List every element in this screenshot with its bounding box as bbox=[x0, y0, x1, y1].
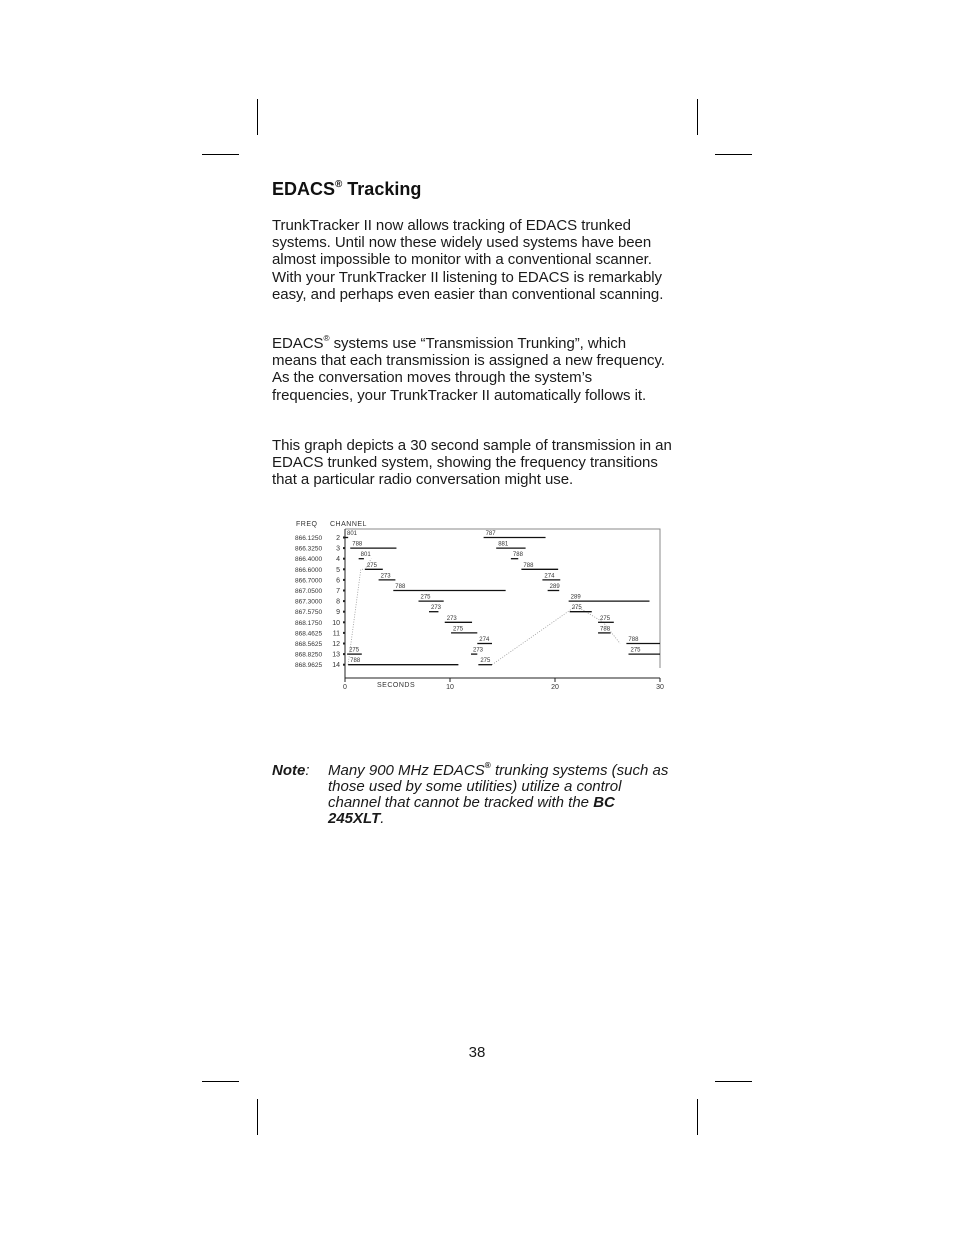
unit-id-label: 275 bbox=[420, 594, 431, 601]
channel-tick bbox=[343, 643, 345, 645]
crop-mark-bottom-right-vertical bbox=[697, 1099, 698, 1135]
unit-id-label: 788 bbox=[628, 637, 639, 643]
channel-tick bbox=[343, 621, 345, 623]
channel-tick-label: 12 bbox=[332, 641, 340, 648]
unit-id-label: 275 bbox=[571, 605, 582, 612]
section-heading bbox=[272, 176, 674, 202]
note-text: Many 900 MHz EDACS bbox=[328, 762, 485, 779]
unit-id-label: 788 bbox=[395, 584, 406, 590]
freq-tick-label: 867.5750 bbox=[295, 609, 323, 617]
x-tick-label: 30 bbox=[656, 684, 664, 691]
channel-tick bbox=[343, 558, 345, 560]
registered-mark: ® bbox=[484, 760, 491, 770]
unit-id-label: 881 bbox=[498, 541, 509, 548]
page-number: 38 bbox=[468, 1044, 486, 1061]
paragraph-graph-description: This graph depicts a 30 second sample of transmission in an EDACS trunked system, showing the frequency transitions that a particular radio conversation might use. bbox=[272, 437, 672, 489]
x-tick-label: 0 bbox=[343, 684, 347, 691]
unit-id-label: 273 bbox=[380, 573, 391, 580]
freq-tick-label: 866.4000 bbox=[295, 556, 323, 564]
crop-mark-bottom-right-horizontal bbox=[715, 1081, 752, 1082]
plot-frame bbox=[345, 529, 660, 668]
paragraph-intro: TrunkTracker II now allows tracking of EDACS trunked systems. Until now these widely used systems have been almost impossible to monitor with a conventional scanner. With your TrunkTracker II listening to EDACS is remarkably easy, and perhaps even easier than conventional scanning. bbox=[272, 217, 664, 303]
channel-tick bbox=[343, 611, 345, 613]
unit-id-label: 788 bbox=[512, 552, 523, 559]
channel-tick bbox=[343, 664, 345, 666]
channel-tick-label: 11 bbox=[332, 630, 340, 638]
channel-tick bbox=[343, 590, 345, 592]
note-text: trunking systems (such as those used by some utilities) utilize a control channel that cannot be tracked with the bbox=[328, 762, 669, 811]
unit-id-label: 273 bbox=[473, 647, 484, 654]
unit-id-label: 275 bbox=[453, 626, 464, 633]
freq-tick-label: 868.5625 bbox=[295, 641, 323, 648]
x-axis-label: SECONDS bbox=[377, 682, 416, 689]
paragraph-text: systems use “Transmission Trunking”, which means that each transmission is assigned a new frequency. As the conversation moves through the system’s frequencies, your TrunkTracker II automatically follows it. bbox=[272, 335, 665, 404]
frequency-transition-chart bbox=[290, 514, 670, 694]
crop-mark-top-left-vertical bbox=[257, 99, 258, 135]
freq-tick-label: 866.6000 bbox=[295, 566, 323, 574]
channel-tick bbox=[343, 653, 345, 655]
crop-mark-top-right-horizontal bbox=[715, 154, 752, 155]
channel-tick-label: 10 bbox=[332, 619, 340, 627]
unit-id-label: 788 bbox=[523, 562, 534, 569]
unit-id-label: 275 bbox=[480, 658, 491, 665]
channel-tick-label: 4 bbox=[336, 556, 340, 564]
channel-tick-label: 3 bbox=[336, 545, 340, 553]
unit-id-label: 788 bbox=[350, 658, 361, 665]
channel-tick-label: 5 bbox=[336, 566, 340, 574]
unit-id-label: 289 bbox=[570, 594, 581, 601]
channel-tick-label: 7 bbox=[336, 588, 340, 595]
crop-mark-bottom-left-vertical bbox=[257, 1099, 258, 1135]
crop-mark-top-right-vertical bbox=[697, 99, 698, 135]
channel-column-header: CHANNEL bbox=[330, 521, 367, 528]
note-period: . bbox=[380, 810, 385, 827]
channel-tick bbox=[343, 547, 345, 549]
product-name: BC 245XLT bbox=[328, 794, 615, 827]
unit-id-label: 801 bbox=[347, 531, 358, 537]
channel-tick bbox=[343, 568, 345, 570]
unit-id-label: 273 bbox=[446, 615, 457, 622]
freq-tick-label: 868.9625 bbox=[295, 662, 323, 670]
freq-column-header: FREQ bbox=[296, 521, 318, 528]
unit-id-label: 274 bbox=[479, 637, 490, 643]
freq-tick-label: 868.4625 bbox=[295, 630, 323, 638]
note-body bbox=[328, 760, 674, 827]
heading-text-rest: Tracking bbox=[342, 179, 422, 199]
unit-id-label: 788 bbox=[600, 626, 611, 633]
channel-tick-label: 14 bbox=[332, 662, 340, 670]
paragraph-transmission-trunking bbox=[272, 335, 674, 404]
unit-id-label: 289 bbox=[549, 584, 560, 590]
channel-tick-label: 6 bbox=[336, 577, 340, 585]
note-label bbox=[272, 763, 310, 779]
unit-id-label: 273 bbox=[431, 605, 442, 612]
freq-tick-label: 868.8250 bbox=[295, 651, 323, 659]
heading-text: EDACS bbox=[272, 179, 336, 199]
unit-id-label: 275 bbox=[600, 615, 611, 622]
channel-tick bbox=[343, 632, 345, 634]
channel-tick bbox=[343, 537, 345, 539]
registered-mark: ® bbox=[323, 333, 330, 343]
paragraph-text: EDACS bbox=[272, 335, 324, 352]
freq-tick-label: 868.1750 bbox=[295, 619, 323, 627]
channel-tick bbox=[343, 600, 345, 602]
x-tick-label: 20 bbox=[551, 684, 559, 691]
channel-tick bbox=[343, 579, 345, 581]
unit-id-label: 275 bbox=[366, 562, 377, 569]
x-tick-label: 10 bbox=[446, 684, 454, 691]
channel-tick-label: 13 bbox=[332, 651, 340, 659]
unit-id-label: 788 bbox=[352, 541, 363, 548]
freq-tick-label: 866.1250 bbox=[295, 535, 323, 542]
channel-tick-label: 8 bbox=[336, 598, 340, 606]
note-label-text: Note bbox=[272, 762, 306, 779]
channel-tick-label: 2 bbox=[336, 535, 340, 542]
unit-id-label: 275 bbox=[349, 647, 360, 654]
freq-tick-label: 867.0500 bbox=[295, 588, 323, 595]
unit-id-label: 787 bbox=[485, 531, 496, 537]
unit-id-label: 274 bbox=[544, 573, 555, 580]
unit-id-label: 275 bbox=[630, 647, 641, 654]
note-colon: : bbox=[305, 762, 310, 779]
unit-id-label: 801 bbox=[360, 552, 371, 559]
crop-mark-top-left-horizontal bbox=[202, 154, 239, 155]
main-content bbox=[272, 176, 674, 489]
registered-mark: ® bbox=[335, 178, 343, 190]
freq-tick-label: 866.7000 bbox=[295, 577, 323, 585]
freq-tick-label: 867.3000 bbox=[295, 598, 323, 606]
crop-mark-bottom-left-horizontal bbox=[202, 1081, 239, 1082]
channel-tick-label: 9 bbox=[336, 609, 340, 617]
freq-tick-label: 866.3250 bbox=[295, 545, 323, 553]
